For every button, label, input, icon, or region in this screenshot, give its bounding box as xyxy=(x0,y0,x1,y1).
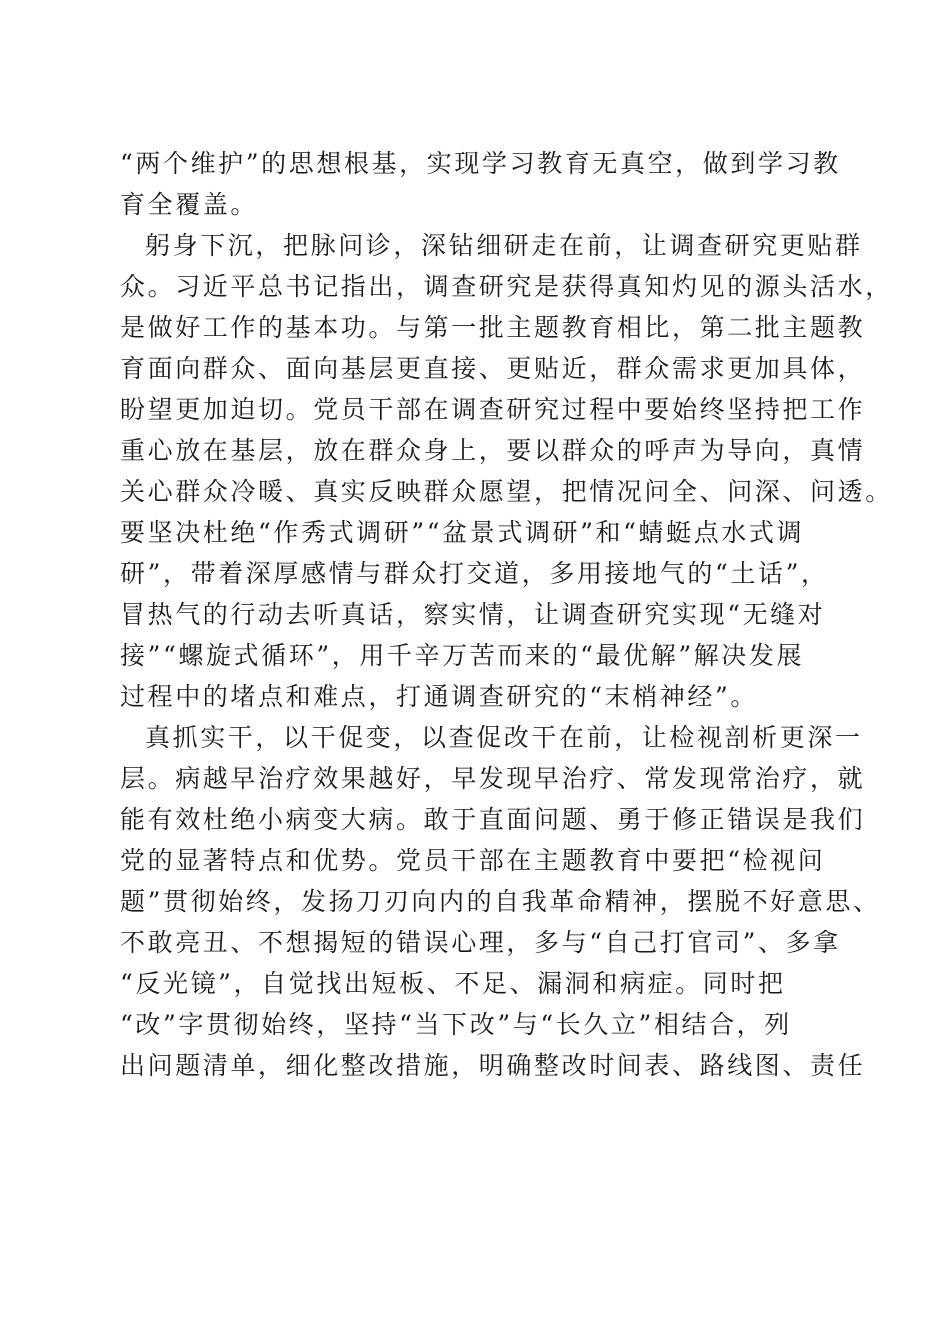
text-line: 关心群众冷暖、真实反映群众愿望，把情况问全、问深、问透。 xyxy=(120,477,893,506)
text-line: “反光镜”，自觉找出短板、不足、漏洞和病症。同时把 xyxy=(120,969,786,998)
text-line: 出问题清单，细化整改措施，明确整改时间表、路线图、责任 xyxy=(120,1051,866,1080)
text-line: 要坚决杜绝“作秀式调研”“盆景式调研”和“蜻蜓点水式调 xyxy=(120,518,805,547)
text-line: 育全覆盖。 xyxy=(120,190,259,219)
paragraph-3 xyxy=(120,717,881,1086)
text-line: 重心放在基层，放在群众身上，要以群众的呼声为导向，真情 xyxy=(120,436,866,465)
text-line: 是做好工作的基本功。与第一批主题教育相比，第二批主题教 xyxy=(120,313,866,342)
text-line: 研”，带着深厚感情与群众打交道，多用接地气的“土话”， xyxy=(120,559,829,588)
text-line: 能有效杜绝小病变大病。敢于直面问题、勇于修正错误是我们 xyxy=(120,805,866,834)
text-line: 盼望更加迫切。党员干部在调查研究过程中要始终坚持把工作 xyxy=(120,395,866,424)
text-line: 躬身下沉，把脉问诊，深钻细研走在前，让调查研究更贴群 xyxy=(145,231,863,260)
text-line: 接”“螺旋式循环”，用千辛万苦而来的“最优解”解决发展 xyxy=(120,641,805,670)
text-line: 过程中的堵点和难点，打通调查研究的“末梢神经”。 xyxy=(120,682,758,711)
text-line: “改”字贯彻始终，坚持“当下改”与“长久立”相结合，列 xyxy=(120,1010,792,1039)
text-line: 育面向群众、面向基层更直接、更贴近，群众需求更加具体， xyxy=(120,354,866,383)
text-line: 众。习近平总书记指出，调查研究是获得真知灼见的源头活水， xyxy=(120,272,893,301)
text-line: 党的显著特点和优势。党员干部在主题教育中要把“检视问 xyxy=(120,846,826,875)
document-body xyxy=(120,143,893,1086)
text-line: “两个维护”的思想根基，实现学习教育无真空，做到学习教 xyxy=(120,149,841,178)
text-line: 题”贯彻始终，发扬刀刃向内的自我革命精神，摆脱不好意思、 xyxy=(120,887,881,916)
text-line: 冒热气的行动去听真话，察实情，让调查研究实现“无缝对 xyxy=(120,600,826,629)
paragraph-1 xyxy=(120,143,840,225)
text-line: 不敢亮丑、不想揭短的错误心理，多与“自己打官司”、多拿 xyxy=(120,928,841,957)
text-line: 层。病越早治疗效果越好，早发现早治疗、常发现常治疗，就 xyxy=(120,764,866,793)
text-line: 真抓实干，以干促变，以查促改干在前，让检视剖析更深一 xyxy=(145,723,863,752)
paragraph-2 xyxy=(120,225,893,717)
